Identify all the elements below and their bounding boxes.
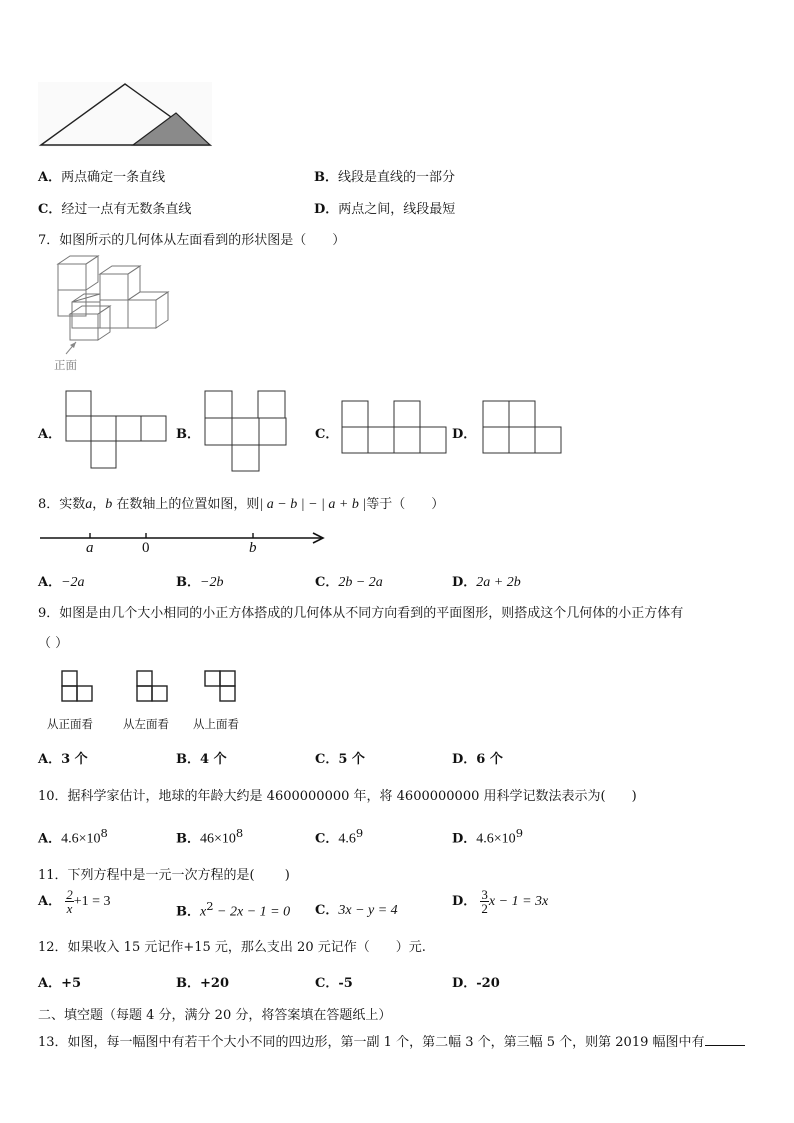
q6-option-a[interactable] [38,166,165,185]
q9-stem: 9．如图是由几个大小相同的小正方体搭成的几何体从不同方向看到的平面图形，则搭成这个几何体的小正方体有 [38,606,684,621]
q9-top-view [204,670,240,706]
option-base: 4.6×10 [476,831,516,847]
q8-comma: ， [92,497,106,512]
option-letter: D． [452,894,477,909]
option-letter: D． [452,752,477,767]
q8-var-a: a [85,497,93,512]
option-letter: A． [38,831,62,847]
q11-option-c[interactable] [315,899,398,919]
axis-label-zero: 0 [142,540,150,556]
option-exp: 9 [355,826,364,840]
option-letter: C． [315,903,339,918]
q8-option-a[interactable] [38,571,85,591]
q10-option-a[interactable] [38,826,108,847]
q8-stem [38,493,444,513]
q8-var-b: b [105,497,113,512]
option-letter: C． [315,752,339,767]
option-text: 经过一点有无数条直线 [61,202,192,217]
q9-option-c[interactable] [315,748,365,767]
q7-stem: 7．如图所示的几何体从左面看到的形状图是（ ） [38,233,346,248]
option-text: -20 [476,976,500,991]
option-text: 2b − 2a [338,575,383,590]
q7-option-d-letter[interactable]: D． [452,427,477,442]
q11-option-d[interactable] [452,888,548,915]
numerator: 3 [481,887,488,902]
q7-option-d-figure[interactable] [482,400,564,456]
option-letter: B． [176,904,200,920]
option-text: 4 个 [200,752,227,767]
q9-option-d[interactable] [452,748,503,767]
option-text: 3 个 [61,752,88,767]
option-exp: 9 [515,826,524,840]
option-text: x − 1 = 3x [488,894,549,909]
q10-option-c[interactable] [315,826,363,847]
q6-option-b[interactable] [314,166,455,185]
q10-option-d[interactable] [452,826,523,847]
option-text: +1 = 3 [73,894,111,909]
q13-stem-text: 13．如图，每一幅图中有若干个大小不同的四边形，第一副 1 个，第二幅 3 个，第三幅 5 个，则第 2019 幅图中有 [38,1035,705,1050]
q9-stem-cont: （ ） [38,636,69,651]
front-label: 正面 [54,358,77,372]
q7-option-c-figure[interactable] [341,400,447,456]
option-letter: D． [452,976,477,991]
q8-number-line [40,530,330,560]
option-text: 两点之间，线段最短 [338,202,456,217]
option-exp: 8 [235,826,244,840]
q8-stem-prefix: 8．实数 [38,497,86,512]
q7-option-a-letter[interactable]: A． [38,427,62,442]
q6-option-c[interactable] [38,198,191,217]
answer-blank[interactable] [705,1033,745,1046]
q7-option-b-letter[interactable]: B． [176,427,200,442]
option-base: 4.6 [338,831,356,847]
option-letter: B． [176,976,200,991]
axis-label-a: a [86,540,94,556]
fraction [480,888,489,915]
q9-option-a[interactable] [38,748,88,767]
q8-stem-suffix: 等于（ ） [366,497,445,512]
option-text: 3x − y = 4 [338,903,398,918]
denominator: x [66,901,73,916]
q12-stem: 12．如果收入 15 元记作+15 元，那么支出 20 元记作（ ）元. [38,940,426,955]
q7-option-c-letter[interactable]: C． [315,427,339,442]
q8-expression: | a − b | − | a + b | [259,497,367,512]
q9-view-label-top: 从上面看 [193,717,239,731]
q12-option-d[interactable] [452,972,500,991]
option-text: −2b [200,575,224,590]
option-text: 6 个 [476,752,503,767]
option-text: -5 [338,976,353,991]
q8-stem-mid: 在数轴上的位置如图，则 [112,497,260,512]
q9-front-view [61,670,97,706]
q8-option-d[interactable] [452,571,521,591]
option-text: 线段是直线的一部分 [338,170,456,185]
option-text: +20 [200,976,229,991]
q9-left-view [136,670,172,706]
option-exp: 2 [206,899,214,913]
q6-option-d[interactable] [314,198,455,217]
option-text: +5 [61,976,82,991]
option-pre: x [200,904,207,920]
option-letter: A． [38,976,62,991]
option-letter: C． [315,575,339,590]
option-letter: B． [176,752,200,767]
option-letter: B． [314,170,338,185]
q12-option-b[interactable] [176,972,229,991]
q8-option-b[interactable] [176,571,223,591]
option-letter: C． [38,202,62,217]
q7-option-b-figure[interactable] [204,390,298,472]
option-letter: C． [315,831,339,847]
option-letter: C． [315,976,339,991]
option-base: 46×10 [200,831,236,847]
option-letter: A． [38,170,62,185]
option-letter: A． [38,752,62,767]
q6-triangle-figure [38,82,213,148]
option-letter: A． [38,575,62,590]
q7-solid-figure [44,254,174,372]
q13-stem [38,1031,745,1050]
option-letter: D． [452,575,477,590]
fraction [65,888,74,915]
q7-option-a-figure[interactable] [65,390,169,472]
option-text: 两点确定一条直线 [61,170,166,185]
numerator: 2 [66,887,73,902]
option-post: − 2x − 1 = 0 [213,904,291,920]
denominator: 2 [481,901,488,916]
option-letter: A． [38,894,62,909]
q10-stem: 10．据科学家估计，地球的年龄大约是 4600000000 年，将 4600000000 用科学记数法表示为( ) [38,789,637,804]
option-letter: B． [176,831,200,847]
q12-option-a[interactable] [38,972,81,991]
q12-option-c[interactable] [315,972,353,991]
option-exp: 8 [100,826,108,840]
q11-stem: 11．下列方程中是一元一次方程的是( ) [38,868,290,883]
q9-view-label-front: 从正面看 [47,717,93,731]
option-letter: D． [314,202,339,217]
q9-view-label-left: 从左面看 [123,717,169,731]
option-letter: B． [176,575,200,590]
option-letter: D． [452,831,477,847]
section-heading: 二、填空题（每题 4 分，满分 20 分，将答案填在答题纸上） [38,1008,392,1023]
option-text: 2a + 2b [476,575,521,590]
option-text: −2a [61,575,85,590]
option-base: 4.6×10 [61,831,101,847]
q9-option-b[interactable] [176,748,227,767]
axis-label-b: b [249,540,257,556]
q8-option-c[interactable] [315,571,383,591]
q10-option-b[interactable] [176,826,243,847]
option-text: 5 个 [338,752,365,767]
q11-option-a[interactable] [38,888,111,915]
q11-option-b[interactable] [176,899,290,920]
